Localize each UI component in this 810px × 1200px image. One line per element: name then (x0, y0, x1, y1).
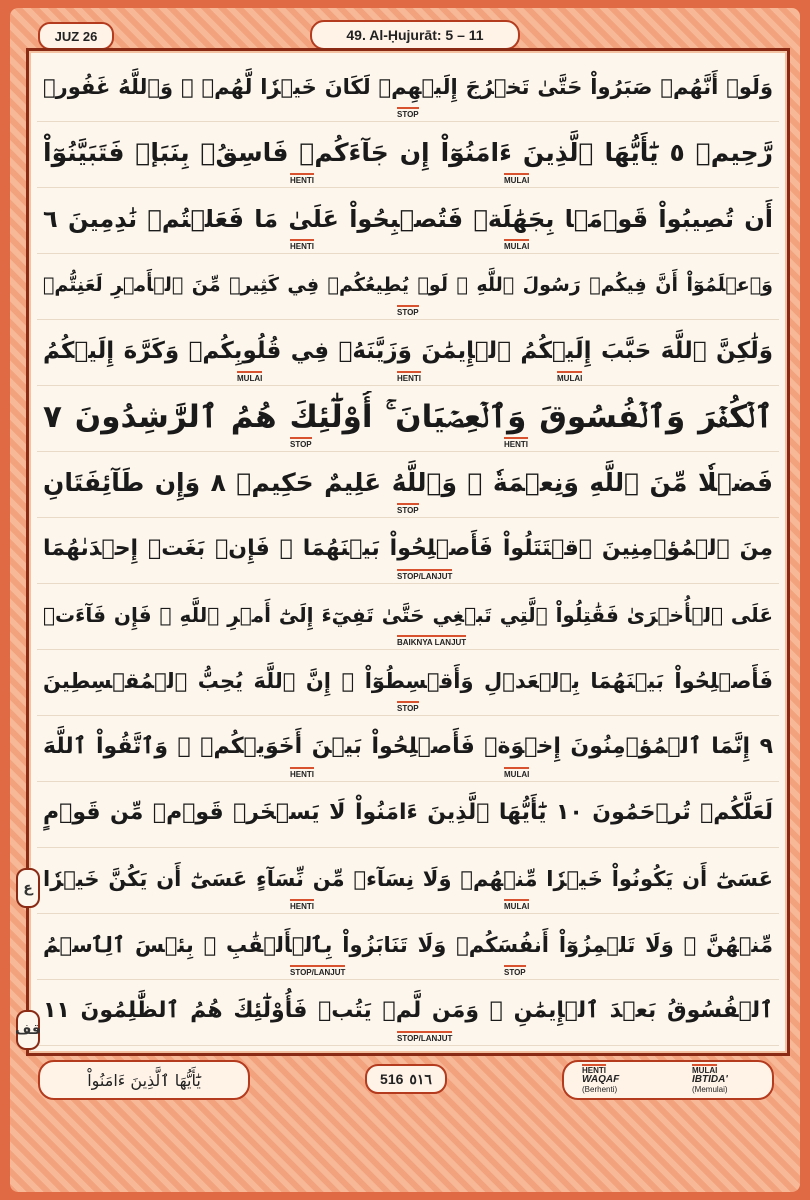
waqaf-marker: HENTI (290, 239, 314, 251)
verse-text: عَلَى ٱلۡأُخۡرَىٰ فَقَٰتِلُواْ ٱلَّتِي تَبۡغِي حَتَّىٰ تَفِيٓءَ إِلَىٰٓ أَمۡرِ ٱللَّهِ ۚ فَإِن فَآءَتۡ (43, 603, 773, 627)
page-number-arabic: ٥١٦ (409, 1070, 432, 1087)
verse-text: ٩ إِنَّمَا ٱلۡمُؤۡمِنُونَ إِخۡوَةٞ فَأَصۡلِحُواْ بَيۡنَ أَخَوَيۡكُمۡ ۚ وَٱتَّقُواْ ٱللَّهَ (43, 734, 773, 759)
legend-waqaf: WAQAF (582, 1074, 620, 1085)
waqaf-marker: HENTI (290, 767, 314, 779)
waqaf-marker: MULAI (557, 371, 582, 383)
legend-mulai: MULAI (692, 1066, 718, 1075)
quran-page (26, 48, 790, 1056)
verse-text: عَسَىٰٓ أَن يَكُونُواْ خَيۡرٗا مِّنۡهُمۡ وَلَا نِسَآءٞ مِّن نِّسَآءٍ عَسَىٰٓ أَن يَكُنَّ خَيۡرٗا (43, 867, 773, 891)
legend-henti: HENTI (582, 1066, 606, 1075)
waqaf-ibtida-legend (562, 1060, 774, 1100)
text-line (37, 583, 779, 650)
legend-waqaf-sub: (Berhenti) (582, 1085, 618, 1094)
page-header (38, 20, 772, 48)
page-number (365, 1064, 447, 1094)
waqaf-marker: STOP/LANJUT (290, 965, 345, 977)
waqaf-marker: MULAI (504, 899, 529, 911)
waqaf-marker: MULAI (237, 371, 262, 383)
waqaf-marker: STOP/LANJUT (397, 569, 452, 581)
side-mark-ain: ع (16, 868, 40, 908)
waqaf-marker: HENTI (504, 437, 528, 449)
page-footer (38, 1060, 772, 1100)
verse-text: مِنَ ٱلۡمُؤۡمِنِينَ ٱقۡتَتَلُواْ فَأَصۡلِحُواْ بَيۡنَهُمَا ۖ فَإِنۢ بَغَتۡ إِحۡدَىٰهُمَا (43, 536, 773, 561)
legend-ibtida: IBTIDA' (692, 1074, 728, 1085)
waqaf-marker: STOP (504, 965, 526, 977)
text-line (37, 979, 779, 1046)
text-line (37, 847, 779, 914)
verse-text: وَلَٰكِنَّ ٱللَّهَ حَبَّبَ إِلَيۡكُمُ ٱلۡإِيمَٰنَ وَزَيَّنَهُۥ فِي قُلُوبِكُمۡ وَكَرَّهَ إِلَيۡكُمُ (43, 338, 773, 364)
text-line (37, 319, 779, 386)
waqaf-marker: MULAI (504, 767, 529, 779)
legend-ibtida-sub: (Memulai) (692, 1085, 728, 1094)
verse-text: ٱلۡكُفۡرَ وَٱلۡفُسُوقَ وَٱلۡعِصۡيَانَ ۚ أُوْلَٰٓئِكَ هُمُ ٱلرَّٰشِدُونَ ٧ (43, 399, 773, 435)
waqaf-marker: STOP (397, 701, 419, 713)
waqaf-marker: STOP (290, 437, 312, 449)
verse-text: فَضۡلٗا مِّنَ ٱللَّهِ وَنِعۡمَةٗ ۚ وَٱللَّهُ عَلِيمٌ حَكِيمٞ ٨ وَإِن طَآئِفَتَانِ (43, 468, 773, 497)
waqaf-marker: HENTI (290, 173, 314, 185)
catchword: يَٰٓأَيُّهَا ٱلَّذِينَ ءَامَنُواْ (38, 1060, 250, 1100)
text-line (37, 187, 779, 254)
verse-text: وَٱعۡلَمُوٓاْ أَنَّ فِيكُمۡ رَسُولَ ٱللَّهِ ۚ لَوۡ يُطِيعُكُمۡ فِي كَثِيرٖ مِّنَ ٱلۡأَمۡرِ لَعَنِتُّمۡ (43, 274, 773, 296)
text-line (37, 121, 779, 188)
surah-title: 49. Al-Ḥujurāt: 5 – 11 (310, 20, 520, 50)
verse-text: أَن تُصِيبُواْ قَوۡمَۢا بِجَهَٰلَةٖ فَتُصۡبِحُواْ عَلَىٰ مَا فَعَلۡتُمۡ نَٰدِمِينَ ٦ (43, 205, 773, 233)
verse-text: ٱلۡفُسُوقُ بَعۡدَ ٱلۡإِيمَٰنِ ۚ وَمَن لَّمۡ يَتُبۡ فَأُوْلَٰٓئِكَ هُمُ ٱلظَّٰلِمُونَ ١١ (43, 998, 773, 1023)
waqaf-marker: MULAI (504, 239, 529, 251)
waqaf-marker: HENTI (397, 371, 421, 383)
verse-text: فَأَصۡلِحُواْ بَيۡنَهُمَا بِٱلۡعَدۡلِ وَأَقۡسِطُوٓاْ ۖ إِنَّ ٱللَّهَ يُحِبُّ ٱلۡمُقۡسِطِينَ (43, 669, 773, 693)
text-line (37, 55, 779, 122)
verse-text: وَلَوۡ أَنَّهُمۡ صَبَرُواْ حَتَّىٰ تَخۡرُجَ إِلَيۡهِمۡ لَكَانَ خَيۡرٗا لَّهُمۡ ۚ وَٱللَّهُ غَفُورٞ (43, 75, 773, 99)
page-number-latin: 516 (380, 1071, 404, 1087)
verse-text: رَّحِيمٞ ٥ يَٰٓأَيُّهَا ٱلَّذِينَ ءَامَنُوٓاْ إِن جَآءَكُمۡ فَاسِقُۢ بِنَبَإٖ فَتَبَيَّنُوٓاْ (43, 138, 773, 167)
juz-label: JUZ 26 (38, 22, 114, 50)
text-line (37, 385, 779, 452)
waqaf-marker: HENTI (290, 899, 314, 911)
text-line (37, 253, 779, 320)
waqaf-marker: STOP/LANJUT (397, 1031, 452, 1043)
text-line (37, 913, 779, 980)
waqaf-marker: STOP (397, 503, 419, 515)
text-line (37, 649, 779, 716)
text-line (37, 451, 779, 518)
text-line (37, 715, 779, 782)
text-line (37, 517, 779, 584)
waqaf-marker: STOP (397, 305, 419, 317)
text-line (37, 781, 779, 848)
verse-text: لَعَلَّكُمۡ تُرۡحَمُونَ ١٠ يَٰٓأَيُّهَا ٱلَّذِينَ ءَامَنُواْ لَا يَسۡخَرۡ قَوۡمٞ مِّن قَوۡمٍ (43, 800, 773, 825)
waqaf-marker: MULAI (504, 173, 529, 185)
verse-text: مِّنۡهُنَّ ۖ وَلَا تَلۡمِزُوٓاْ أَنفُسَكُمۡ وَلَا تَنَابَزُواْ بِٱلۡأَلۡقَٰبِ ۖ بِئۡسَ ٱلِٱسۡمُ (43, 933, 773, 957)
waqaf-marker: BAIKNYA LANJUT (397, 635, 466, 647)
side-mark-qif: قف (16, 1010, 40, 1050)
waqaf-marker: STOP (397, 107, 419, 119)
